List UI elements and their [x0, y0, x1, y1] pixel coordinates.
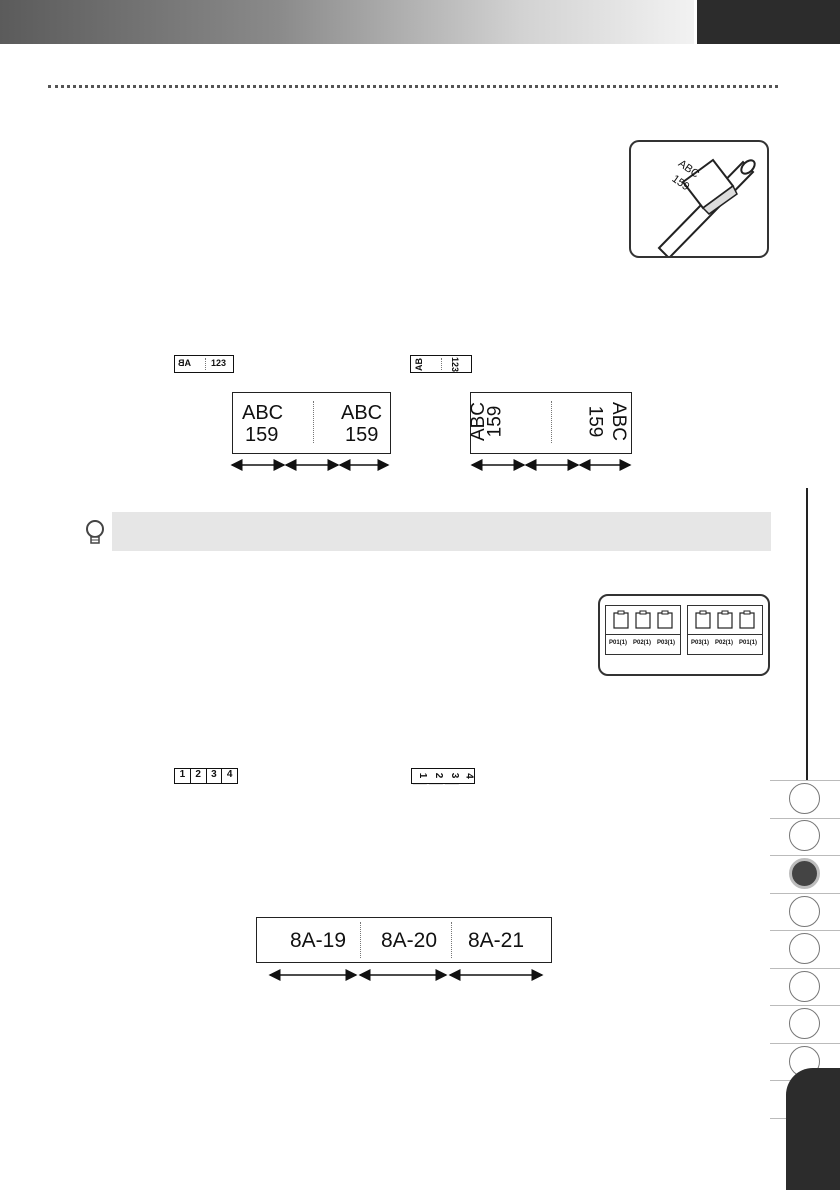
cable-icon [631, 142, 767, 256]
port-label: P03(1) [691, 640, 710, 646]
num-h-1: 1 [175, 769, 191, 783]
cable-label-line2: 159 [669, 172, 692, 194]
flag-vertical-mode-icon [410, 355, 472, 373]
num-h-4: 4 [226, 769, 233, 780]
page-header-tab [697, 0, 840, 44]
cable-wrap-illustration [629, 140, 769, 258]
patch-panel-illustration [598, 594, 770, 676]
chapter-tab-4[interactable] [789, 896, 820, 927]
page-header-bar [0, 0, 694, 44]
num-v-4: 4 [463, 773, 475, 779]
num-v-1: 1 [413, 768, 427, 784]
flag-h-right-line1: ABC [341, 402, 383, 424]
lightbulb-icon [84, 519, 106, 547]
flag-horizontal-label [232, 392, 391, 454]
page-number-tab [786, 1068, 840, 1190]
patch-panel-left [605, 605, 681, 655]
numbering-horizontal-icon [174, 768, 238, 784]
flag-v-left-line1: ABC [468, 401, 490, 442]
chapter-tab-3[interactable] [789, 858, 820, 889]
punch-block-2: 8A-20 [381, 929, 438, 952]
port-label: P01(1) [739, 640, 758, 646]
chapter-tab-5[interactable] [789, 933, 820, 964]
punch-block-1: 8A-19 [290, 929, 347, 952]
tip-bar [112, 512, 771, 551]
flag-v-icon-right: 123 [450, 356, 461, 373]
flag-vertical-label [470, 392, 632, 454]
chapter-tab-6[interactable] [789, 971, 820, 1002]
flag-h-icon-left: AB [178, 358, 191, 368]
flag-h-icon-right: 123 [211, 358, 227, 368]
flag-h-right-line2: 159 [345, 424, 379, 446]
flag-horizontal-mode-icon [174, 355, 234, 373]
num-v-2: 2 [429, 768, 443, 784]
num-h-3: 3 [207, 769, 223, 783]
flag-h-left-line2: 159 [245, 424, 279, 446]
sidebar-line [806, 488, 808, 780]
flag-v-icon-left: AB [414, 358, 424, 371]
flag-h-left-line1: ABC [242, 402, 284, 424]
port-label: P01(1) [609, 640, 628, 646]
cable-label-line1: ABC [675, 157, 702, 181]
num-v-3: 3 [444, 768, 458, 784]
numbering-vertical-icon [411, 768, 475, 784]
punch-block-length-arrows [266, 965, 546, 985]
chapter-tab-7[interactable] [789, 1008, 820, 1039]
port-label: P02(1) [633, 640, 652, 646]
num-h-2: 2 [191, 769, 207, 783]
section-divider [48, 85, 778, 88]
chapter-tab-2[interactable] [789, 820, 820, 851]
port-icon [694, 610, 758, 630]
flag-v-left-line2: 159 [484, 405, 506, 438]
port-label: P03(1) [657, 640, 676, 646]
port-icon [612, 610, 676, 630]
punch-block-label [256, 917, 552, 963]
flag-v-right-line2: 159 [584, 405, 606, 438]
punch-block-3: 8A-21 [468, 929, 525, 952]
chapter-tab-1[interactable] [789, 783, 820, 814]
patch-panel-right [687, 605, 763, 655]
flag-length-arrows [228, 455, 634, 475]
flag-v-right-line1: ABC [608, 401, 630, 442]
port-label: P02(1) [715, 640, 734, 646]
